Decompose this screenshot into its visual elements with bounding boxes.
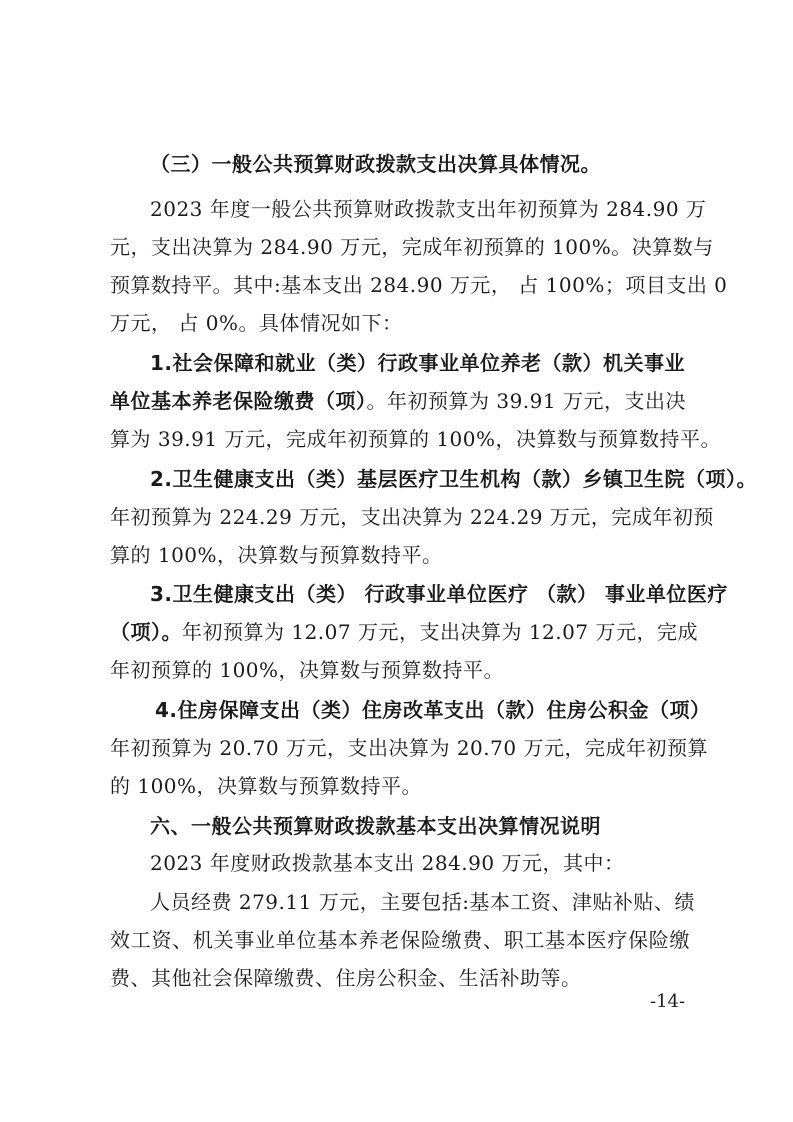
intro-line-2: 元，支出决算为 284.90 万元，完成年初预算的 100%。决算数与: [110, 235, 714, 259]
item3-text-line-2: 年初预算为 12.07 万元，支出决算为 12.07 万元，完成: [182, 620, 698, 644]
item3-title-line-1: 3.卫生健康支出（类） 行政事业单位医疗 （款） 事业单位医疗: [150, 582, 728, 606]
intro-line-4: 万元， 占 0%。具体情况如下：: [110, 311, 403, 335]
personnel-line-1: 人员经费 279.11 万元，主要包括:基本工资、津贴补贴、绩: [150, 890, 695, 914]
item2-text-line-1: 年初预算为 224.29 万元，支出决算为 224.29 万元，完成年初预: [110, 505, 714, 529]
item2-title: 2.卫生健康支出（类）基层医疗卫生机构（款）乡镇卫生院（项）。: [150, 467, 758, 491]
personnel-line-2: 效工资、机关事业单位基本养老保险缴费、职工基本医疗保险缴: [110, 928, 690, 952]
section6-line-1: 2023 年度财政拨款基本支出 284.90 万元，其中：: [150, 851, 625, 875]
intro-line-1: 2023 年度一般公共预算财政拨款支出年初预算为 284.90 万: [150, 197, 707, 221]
item4-title: 4.住房保障支出（类）住房改革支出（款）住房公积金（项）: [155, 698, 711, 722]
item3-title-line-2: （项）。: [110, 620, 182, 644]
section-heading-3: （三）一般公共预算财政拨款支出决算具体情况。: [150, 152, 601, 176]
item1-title-line-2: 单位基本养老保险缴费（项）: [110, 389, 367, 413]
page-number: -14-: [650, 991, 686, 1012]
personnel-line-3: 费、其他社会保障缴费、住房公积金、生活补助等。: [110, 966, 582, 990]
item3-text-line-3: 年初预算的 100%，决算数与预算数持平。: [110, 658, 505, 682]
item1-text-line-2: 。年初预算为 39.91 万元，支出决: [366, 389, 686, 413]
section-heading-6: 六、一般公共预算财政拨款基本支出决算情况说明: [150, 814, 601, 838]
item1-line-2: [110, 387, 686, 415]
item4-text-line-2: 的 100%，决算数与预算数持平。: [110, 774, 423, 798]
intro-line-3: 预算数持平。其中:基本支出 284.90 万元， 占 100%；项目支出 0: [110, 273, 728, 297]
item3-line-2: [110, 618, 698, 646]
item1-title-line-1: 1.社会保障和就业（类）行政事业单位养老（款）机关事业: [150, 351, 686, 375]
item4-text-line-1: 年初预算为 20.70 万元，支出决算为 20.70 万元，完成年初预算: [110, 736, 708, 760]
item1-text-line-3: 算为 39.91 万元，完成年初预算的 100%，决算数与预算数持平。: [110, 427, 722, 451]
item2-text-line-2: 算的 100%，决算数与预算数持平。: [110, 543, 443, 567]
